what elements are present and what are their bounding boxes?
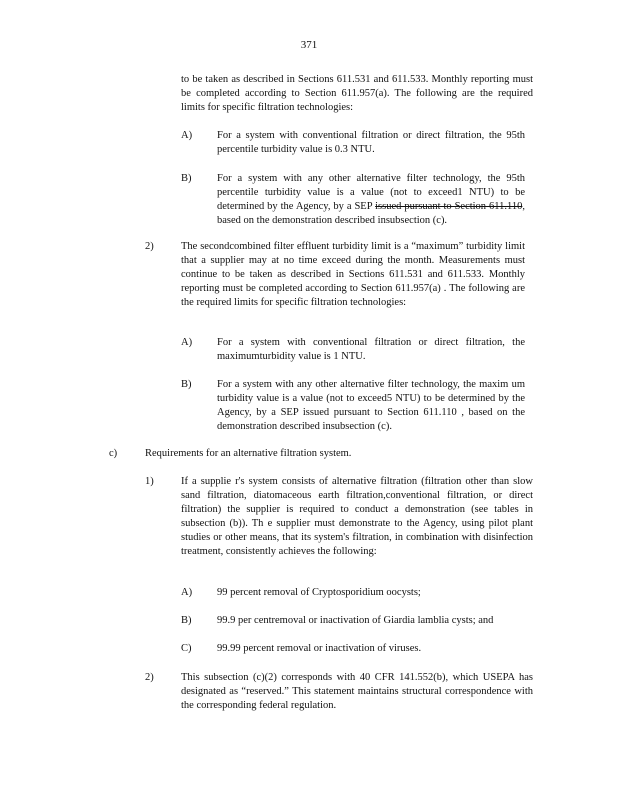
item-paragraph: This subsection (c)(2) corresponds with 40 CFR 141.552(b), which USEPA has designated as “reserved.” This statement maintains structural correspondence with the corresponding federal regulation. — [181, 672, 533, 711]
item-paragraph: The secondcombined filter effluent turbidity limit is a “maximum” turbidity limit that a supplier may at no time exceed during the month. Measurements must continue to be taken as described in Sections 611.531 and 611.533. Monthly reporting must be completed according to Section 611.957(a) . The following are the required limits for specific filtration technologies: — [181, 241, 525, 308]
item-marker: C) — [181, 643, 192, 654]
subitem-text: 99 percent removal of Cryptosporidium oocysts; — [217, 587, 421, 598]
item-marker: B) — [181, 615, 192, 626]
struck-text: issued pursuant to Section 611.110 — [375, 201, 523, 212]
subitem-text: For a system with conventional filtration or direct filtration, the 95th percentile turbidity value is 0.3 NTU. — [217, 130, 525, 155]
subitem-text: For a system with any other alternative filter technology, the maxim um turbidity value is a value (not to exceed5 NTU) to be determined by the Agency, by a SEP issued pursuant to Section 611.110 , based on the demonstration described insubsection (c). — [217, 379, 525, 432]
section-heading: Requirements for an alternative filtration system. — [145, 448, 352, 459]
subitem-text: 99.9 per centremoval or inactivation of Giardia lamblia cysts; and — [217, 615, 494, 626]
item-marker: 2) — [145, 672, 154, 683]
item-marker: B) — [181, 173, 192, 184]
subitem-text-part: , based on the demonstration described insubsection (c). — [217, 201, 525, 226]
subitem-text: 99.99 percent removal or inactivation of viruses. — [217, 643, 422, 654]
item-marker: 1) — [145, 476, 154, 487]
subitem-text: For a system with conventional filtration or direct filtration, the maximumturbidity value is 1 NTU. — [217, 337, 525, 362]
item-paragraph: If a supplie r's system consists of alternative filtration (filtration other than slow sand filtration, diatomaceous earth filtration,conventional filtration, or direct filtration) the supplier is required to conduct a demonstration (see tables in subsection (b)). Th e supplier must demonstrate to the Agency, using pilot plant studies or other means, that its system's filtration, in combination with disinfection treatment, consistently achieves the following: — [181, 476, 533, 557]
intro-paragraph: to be taken as described in Sections 611.531 and 611.533. Monthly reporting must be completed according to Section 611.957(a). The following are the required limits for specific filtration technologies: — [181, 74, 533, 113]
section-marker: c) — [109, 448, 118, 459]
item-marker: B) — [181, 379, 192, 390]
item-marker: A) — [181, 587, 193, 598]
item-marker: A) — [181, 130, 193, 141]
item-marker: A) — [181, 337, 193, 348]
item-marker: 2) — [145, 241, 154, 252]
page-number: 371 — [300, 39, 318, 51]
subitem-text — [217, 172, 525, 228]
subitem-text-part: For a system with any other alternative filter technology, the 95th percentile turbidity value is a value (not to exceed1 NTU) to be determined by the Agency, by a SEP — [217, 173, 525, 212]
